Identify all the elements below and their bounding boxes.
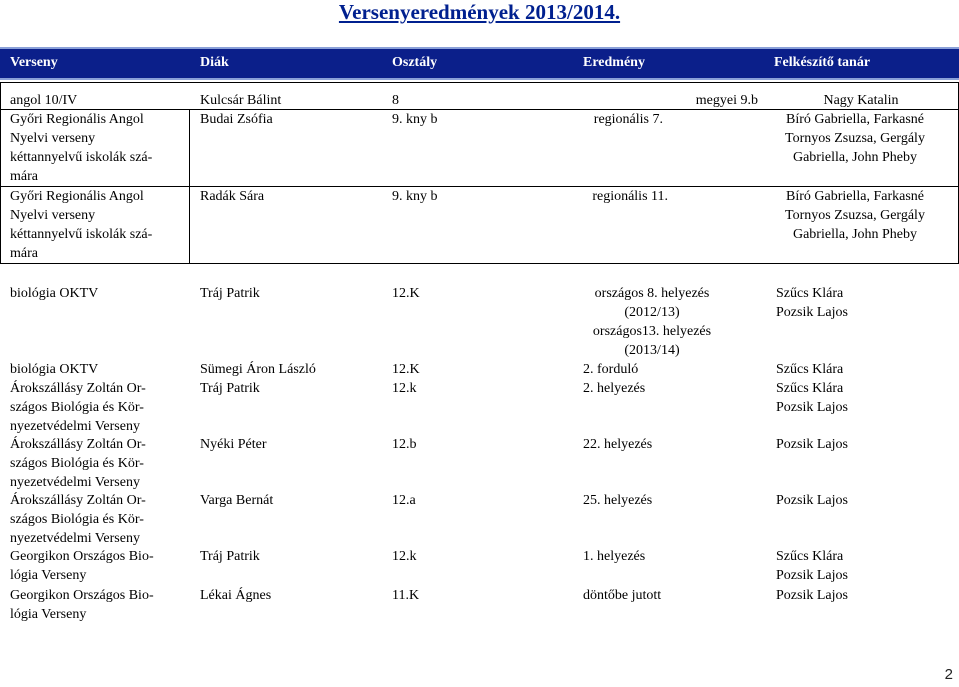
cell-diak: Nyéki Péter xyxy=(200,437,267,452)
cell-verseny: angol 10/IV xyxy=(10,93,78,108)
cell-diak: Lékai Ágnes xyxy=(200,588,272,603)
cell-osztaly: 9. kny b xyxy=(392,189,438,204)
cell-verseny: Georgikon Országos Bio- lógia Verseny xyxy=(10,588,154,622)
cell-eredmeny: döntőbe jutott xyxy=(583,588,662,603)
cell-eredmeny: 2. helyezés xyxy=(583,381,646,396)
cell-eredmeny: regionális 11. xyxy=(592,189,668,204)
page-number: 2 xyxy=(944,666,953,683)
cell-osztaly: 9. kny b xyxy=(392,112,438,127)
cell-felkeszito: Szűcs Klára xyxy=(776,362,844,377)
cell-diak: Kulcsár Bálint xyxy=(200,93,282,108)
header-diak: Diák xyxy=(200,55,229,70)
cell-felkeszito: Pozsik Lajos xyxy=(776,437,848,452)
cell-diak: Tráj Patrik xyxy=(200,381,260,396)
cell-verseny: Árokszállásy Zoltán Or- szágos Biológia és Kör- nyezetvédelmi Verseny xyxy=(10,381,146,434)
cell-verseny: Árokszállásy Zoltán Or- szágos Biológia és Kör- nyezetvédelmi Verseny xyxy=(10,493,146,546)
cell-osztaly: 8 xyxy=(392,93,399,108)
cell-diak: Budai Zsófia xyxy=(200,112,273,127)
cell-verseny: Győri Regionális Angol Nyelvi verseny kéttannyelvű iskolák szá- mára xyxy=(10,189,153,261)
cell-verseny: Árokszállásy Zoltán Or- szágos Biológia és Kör- nyezetvédelmi Verseny xyxy=(10,437,146,490)
cell-felkeszito: Nagy Katalin xyxy=(823,93,899,108)
page-title: Versenyeredmények 2013/2014. xyxy=(338,0,621,24)
cell-diak: Tráj Patrik xyxy=(200,286,260,301)
cell-verseny: biológia OKTV xyxy=(10,286,99,301)
cell-felkeszito: Pozsik Lajos xyxy=(776,493,848,508)
cell-osztaly: 12.b xyxy=(392,437,417,452)
cell-diak: Radák Sára xyxy=(200,189,265,204)
cell-diak: Varga Bernát xyxy=(200,493,274,508)
cell-eredmeny: országos 8. helyezés (2012/13) országos13. helyezés (2013/14) xyxy=(592,286,712,358)
cell-felkeszito: Szűcs Klára Pozsik Lajos xyxy=(776,549,848,583)
cell-eredmeny: megyei 9.b xyxy=(695,93,758,108)
cell-eredmeny: 22. helyezés xyxy=(583,437,653,452)
section-top-border xyxy=(0,82,959,83)
cell-osztaly: 12.a xyxy=(392,493,416,508)
header-osztaly: Osztály xyxy=(392,55,438,70)
header-verseny: Verseny xyxy=(10,55,58,70)
cell-eredmeny: 1. helyezés xyxy=(583,549,646,564)
cell-felkeszito: Bíró Gabriella, Farkasné Tornyos Zsuzsa, Gergály Gabriella, John Pheby xyxy=(785,112,925,165)
header-felkeszito: Felkészítő tanár xyxy=(774,55,871,70)
cell-osztaly: 12.K xyxy=(392,362,420,377)
cell-eredmeny: 2. forduló xyxy=(583,362,639,377)
cell-eredmeny: regionális 7. xyxy=(593,112,663,127)
table-header xyxy=(0,47,959,80)
cell-felkeszito: Szűcs Klára Pozsik Lajos xyxy=(776,286,848,320)
cell-verseny: Győri Regionális Angol Nyelvi verseny kéttannyelvű iskolák szá- mára xyxy=(10,112,153,184)
header-eredmeny: Eredmény xyxy=(583,55,645,70)
cell-verseny: Georgikon Országos Bio- lógia Verseny xyxy=(10,549,154,583)
cell-diak: Tráj Patrik xyxy=(200,549,260,564)
cell-eredmeny: 25. helyezés xyxy=(583,493,653,508)
cell-felkeszito: Bíró Gabriella, Farkasné Tornyos Zsuzsa, Gergály Gabriella, John Pheby xyxy=(785,189,925,242)
cell-felkeszito: Szűcs Klára Pozsik Lajos xyxy=(776,381,848,415)
cell-osztaly: 12.k xyxy=(392,381,417,396)
cell-osztaly: 12.K xyxy=(392,286,420,301)
cell-osztaly: 12.k xyxy=(392,549,417,564)
cell-felkeszito: Pozsik Lajos xyxy=(776,588,848,603)
section-bottom-border xyxy=(0,263,959,264)
cell-osztaly: 11.K xyxy=(392,588,420,603)
cell-diak: Sümegi Áron László xyxy=(200,362,316,377)
cell-verseny: biológia OKTV xyxy=(10,362,99,377)
